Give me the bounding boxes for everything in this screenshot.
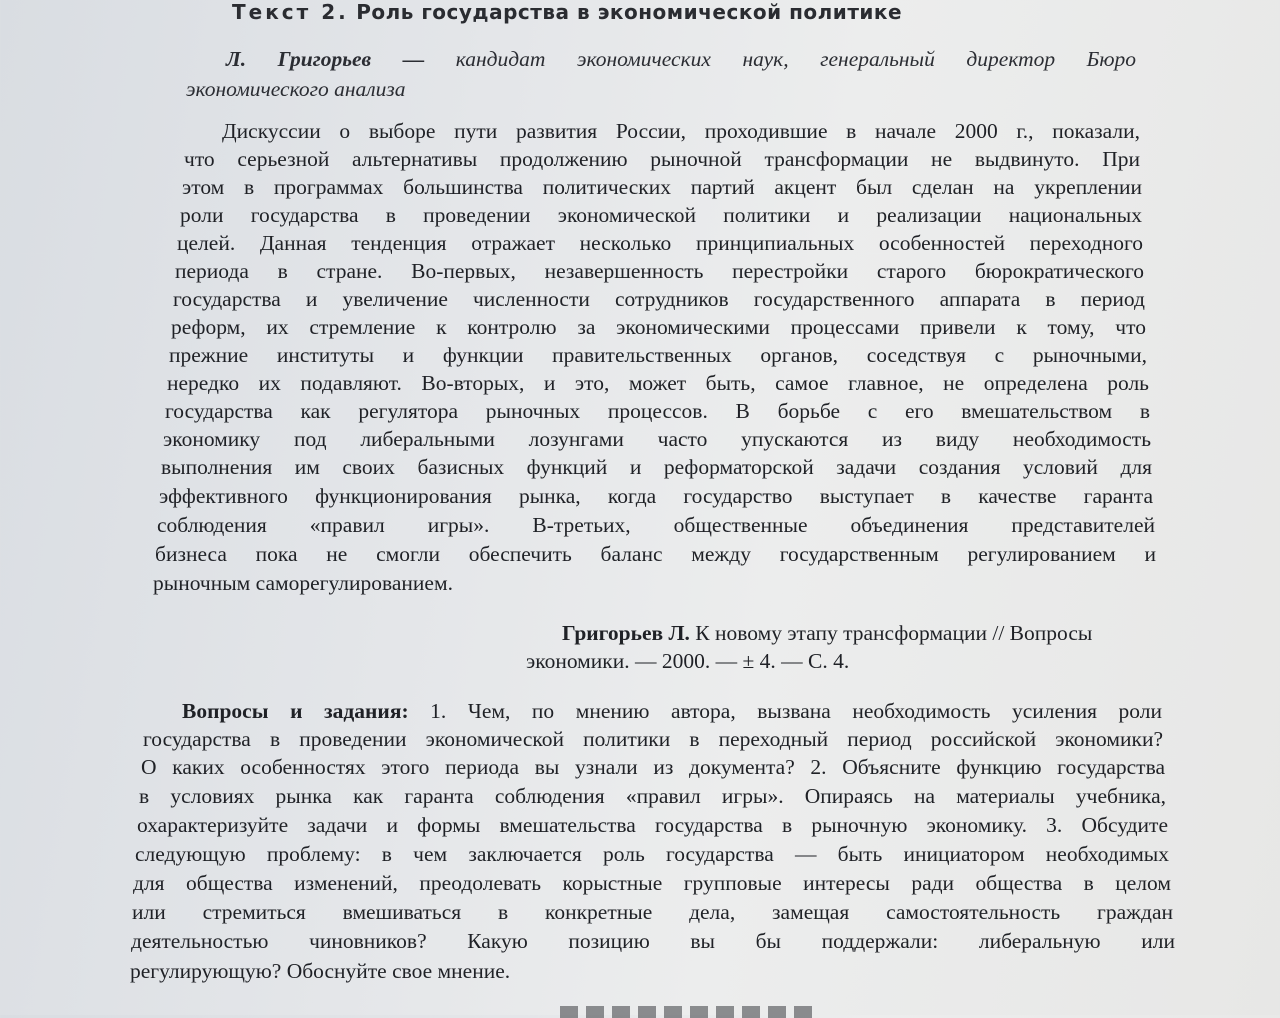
questions-line: в условиях рынка как гаранта соблюдения «правил игры». Опираясь на материалы учебника, <box>139 784 1166 808</box>
body-line: этом в программах большинства политических партий акцент был сделан на укреплении <box>182 175 1142 199</box>
body-line: Дискуссии о выборе пути развития России, проходившие в начале 2000 г., показали, <box>222 119 1140 143</box>
author-description: кандидат экономических наук, генеральный директор Бюро <box>455 47 1136 71</box>
questions-label: Вопросы и задания: <box>182 699 409 723</box>
questions-line: или стремиться вмешиваться в конкретные дела, замещая самостоятельность граждан <box>132 900 1173 924</box>
questions-line-1 <box>182 697 1162 725</box>
heading-label: Текст 2. <box>232 0 349 24</box>
citation-line-2: экономики. — 2000. — ± 4. — С. 4. <box>526 649 850 673</box>
questions-line-last: регулирующую? Обоснуйте свое мнение. <box>130 959 511 983</box>
body-line: бизнеса пока не смогли обеспечить баланс между государственным регулированием и <box>155 542 1156 566</box>
author-name: Л. Григорьев — <box>226 47 425 71</box>
body-line: соблюдения «правил игры». В-третьих, общественные объединения представителей <box>157 513 1155 537</box>
questions-line: для общества изменений, преодолевать корыстные групповые интересы ради общества в целом <box>133 871 1171 895</box>
questions-line: государства в проведении экономической политики в переходный период российской экономики? <box>143 727 1163 751</box>
author-line-2: экономического анализа <box>186 77 406 101</box>
body-line: что серьезной альтернативы продолжению рыночной трансформации не выдвинуто. При <box>184 147 1140 171</box>
citation-title: К новому этапу трансформации // Вопросы <box>695 621 1093 645</box>
questions-line: деятельностью чиновников? Какую позицию вы бы поддержали: либеральную или <box>131 929 1175 953</box>
body-line: периода в стране. Во-первых, незавершенность перестройки старого бюрократического <box>175 259 1144 283</box>
citation-author: Григорьев Л. <box>562 621 690 645</box>
body-line: государства как регулятора рыночных процессов. В борьбе с его вмешательством в <box>165 399 1150 423</box>
body-line: выполнения им своих базисных функций и реформаторской задачи создания условий для <box>161 455 1152 479</box>
body-line: целей. Данная тенденция отражает несколько принципиальных особенностей переходного <box>177 231 1143 255</box>
questions-line: следующую проблему: в чем заключается роль государства — быть инициатором необходимых <box>135 842 1169 866</box>
body-line: экономику под либеральными лозунгами часто упускаются из виду необходимость <box>163 427 1151 451</box>
body-line: реформ, их стремление к контролю за экономическими процессами привели к тому, что <box>171 315 1146 339</box>
body-line: нередко их подавляют. Во-вторых, и это, может быть, самое главное, не определена роль <box>167 371 1149 395</box>
next-heading-fragment <box>560 1006 820 1018</box>
body-line: роли государства в проведении экономической политики и реализации национальных <box>180 203 1142 227</box>
questions-text: 1. Чем, по мнению автора, вызвана необходимость усиления роли <box>430 699 1162 723</box>
document-heading <box>232 0 902 24</box>
citation-line-1 <box>562 619 1092 647</box>
questions-line: охарактеризуйте задачи и формы вмешательства государства в рыночную экономику. 3. Обсудите <box>137 813 1168 837</box>
author-line-1 <box>226 45 1136 73</box>
body-line-last: рыночным саморегулированием. <box>153 571 453 595</box>
questions-line: О каких особенностях этого периода вы узнали из документа? 2. Объясните функцию государства <box>141 755 1165 779</box>
body-line: прежние институты и функции правительственных органов, соседствуя с рыночными, <box>169 343 1147 367</box>
body-line: эффективного функционирования рынка, когда государство выступает в качестве гаранта <box>159 484 1153 508</box>
heading-title: Роль государства в экономической политике <box>356 0 903 24</box>
body-line: государства и увеличение численности сотрудников государственного аппарата в период <box>173 287 1145 311</box>
